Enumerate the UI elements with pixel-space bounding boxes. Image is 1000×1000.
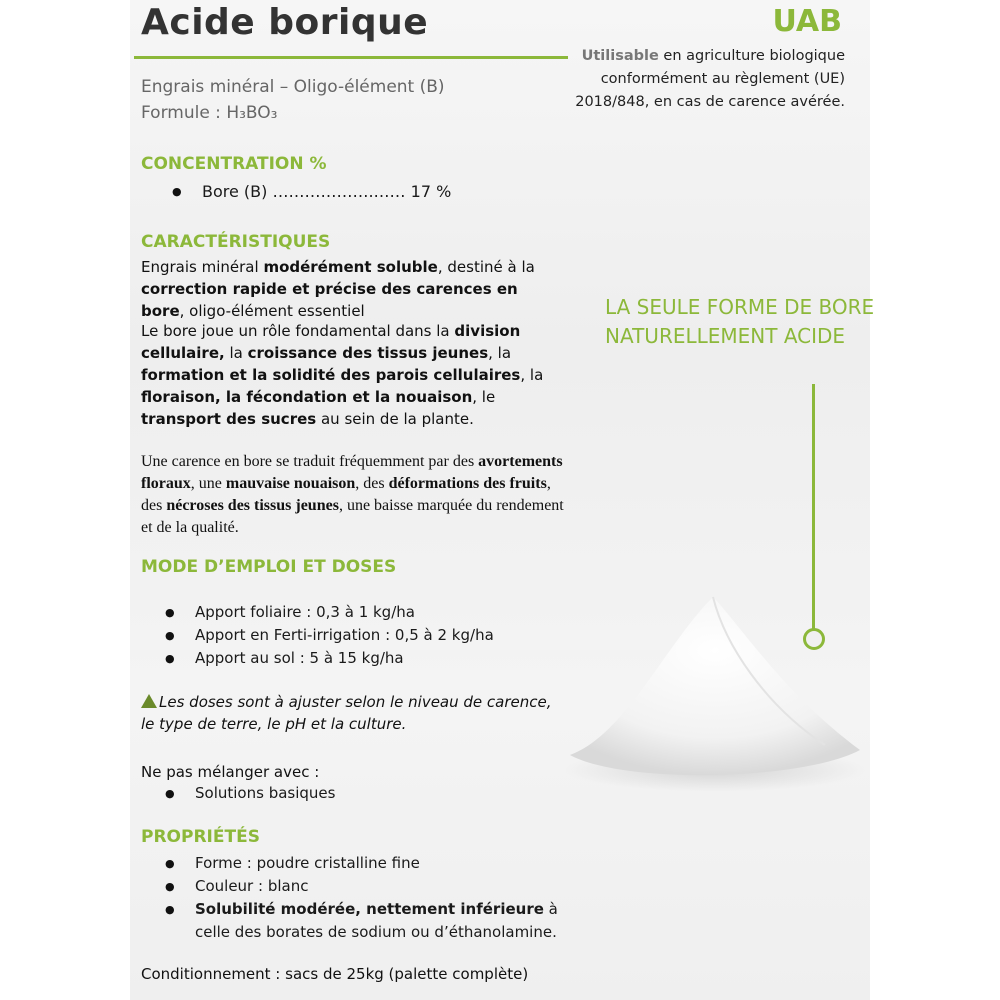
tagline-line-2: NATURELLEMENT ACIDE xyxy=(605,324,846,348)
usage-item-foliar: ● Apport foliaire : 0,3 à 1 kg/ha xyxy=(165,601,565,624)
uab-badge: UAB xyxy=(772,4,842,39)
concentration-list xyxy=(172,180,572,203)
uab-note-line3: 2018/848, en cas de carence avérée. xyxy=(575,94,845,110)
dose-warning-text: Les doses sont à ajuster selon le niveau de carence, le type de terre, le pH et la culture. xyxy=(141,693,552,733)
no-mix-label: Ne pas mélanger avec : xyxy=(141,763,320,781)
tagline-line-1: LA SEULE FORME DE BORE xyxy=(605,295,875,319)
characteristics-paragraph-2: Le bore joue un rôle fondamental dans la division cellulaire, la croissance des tissus jeunes, la formation et la solidité des parois cellulaires, la floraison, la fécondation et la nouaison, le transport des sucres au sein de la plante. xyxy=(141,322,544,428)
no-mix-item: ● Solutions basiques xyxy=(165,782,565,805)
uab-note-line1: en agriculture biologique xyxy=(658,48,845,64)
product-formula: Formule : H₃BO₃ xyxy=(141,103,278,123)
packaging-text: Conditionnement : sacs de 25kg (palette complète) xyxy=(141,965,529,983)
uab-note-bold: Utilisable xyxy=(581,48,659,64)
concentration-item: ● Bore (B) ……………….…… 17 % xyxy=(172,180,572,203)
concentration-heading: CONCENTRATION % xyxy=(141,154,327,174)
tagline xyxy=(605,293,905,351)
uab-note-line2: conformément au règlement (UE) xyxy=(600,71,845,87)
usage-heading: MODE D’EMPLOI ET DOSES xyxy=(141,557,397,577)
warning-icon xyxy=(141,694,157,708)
page-title: Acide borique xyxy=(141,2,429,43)
no-mix-list xyxy=(165,782,565,805)
properties-list xyxy=(165,852,565,944)
uab-note xyxy=(545,45,845,114)
product-type: Engrais minéral – Oligo-élément (B) xyxy=(141,77,445,97)
property-solubility: ● Solubilité modérée, nettement inférieure à celle des borates de sodium ou d’éthanolamine. xyxy=(165,898,565,944)
powder-pile-image xyxy=(565,585,865,795)
title-underline xyxy=(134,56,568,59)
property-form: ● Forme : poudre cristalline fine xyxy=(165,852,565,875)
usage-item-fertigation: ● Apport en Ferti-irrigation : 0,5 à 2 kg/ha xyxy=(165,624,565,647)
property-color: ● Couleur : blanc xyxy=(165,875,565,898)
usage-list xyxy=(165,601,565,670)
characteristics-paragraph-3: Une carence en bore se traduit fréquemment par des avortements floraux, une mauvaise nouaison, des déformations des fruits, des nécroses des tissus jeunes, une baisse marquée du rendement et de la qualité. xyxy=(141,453,564,536)
properties-heading: PROPRIÉTÉS xyxy=(141,827,260,847)
usage-item-soil: ● Apport au sol : 5 à 15 kg/ha xyxy=(165,647,565,670)
characteristics-paragraph-1: Engrais minéral modérément soluble, destiné à la correction rapide et précise des carences en bore, oligo-élément essentiel xyxy=(141,258,535,320)
characteristics-heading: CARACTÉRISTIQUES xyxy=(141,232,331,252)
dose-warning xyxy=(141,691,566,735)
